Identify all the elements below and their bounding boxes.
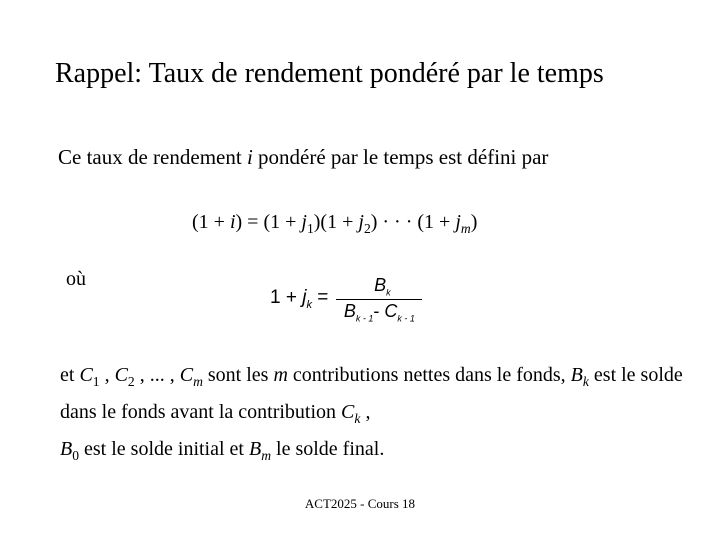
- equation-lhs: $1 + j_k$ =: [270, 287, 329, 311]
- fraction-denominator: $B_{k - 1}-$ $C_{k - 1}$: [343, 300, 415, 324]
- slide-title: Rappel: Taux de rendement pondéré par le temps: [55, 58, 604, 89]
- where-label: où: [66, 268, 86, 290]
- equation-fraction: [336, 275, 422, 323]
- fraction-numerator: $B_k$: [374, 275, 391, 298]
- definition-text: et $C_1$ , $C_2$ , ... , $C_m$ sont les m contributions nettes dans le fonds, $B_k$ est le solde dans le fonds avant la contribution $C_k$ , $B_0$ est le solde initial et $B_m$ le solde final.: [60, 364, 683, 463]
- main-formula: $(1 + i) = (1 + j_1)(1 + j_2)$ · · · $(1 + j_m)$: [192, 211, 478, 236]
- return-equation: [270, 275, 422, 323]
- slide-footer: ACT2025 - Cours 18: [304, 496, 416, 511]
- intro-text: Ce taux de rendement i pondéré par le temps est défini par: [58, 145, 549, 169]
